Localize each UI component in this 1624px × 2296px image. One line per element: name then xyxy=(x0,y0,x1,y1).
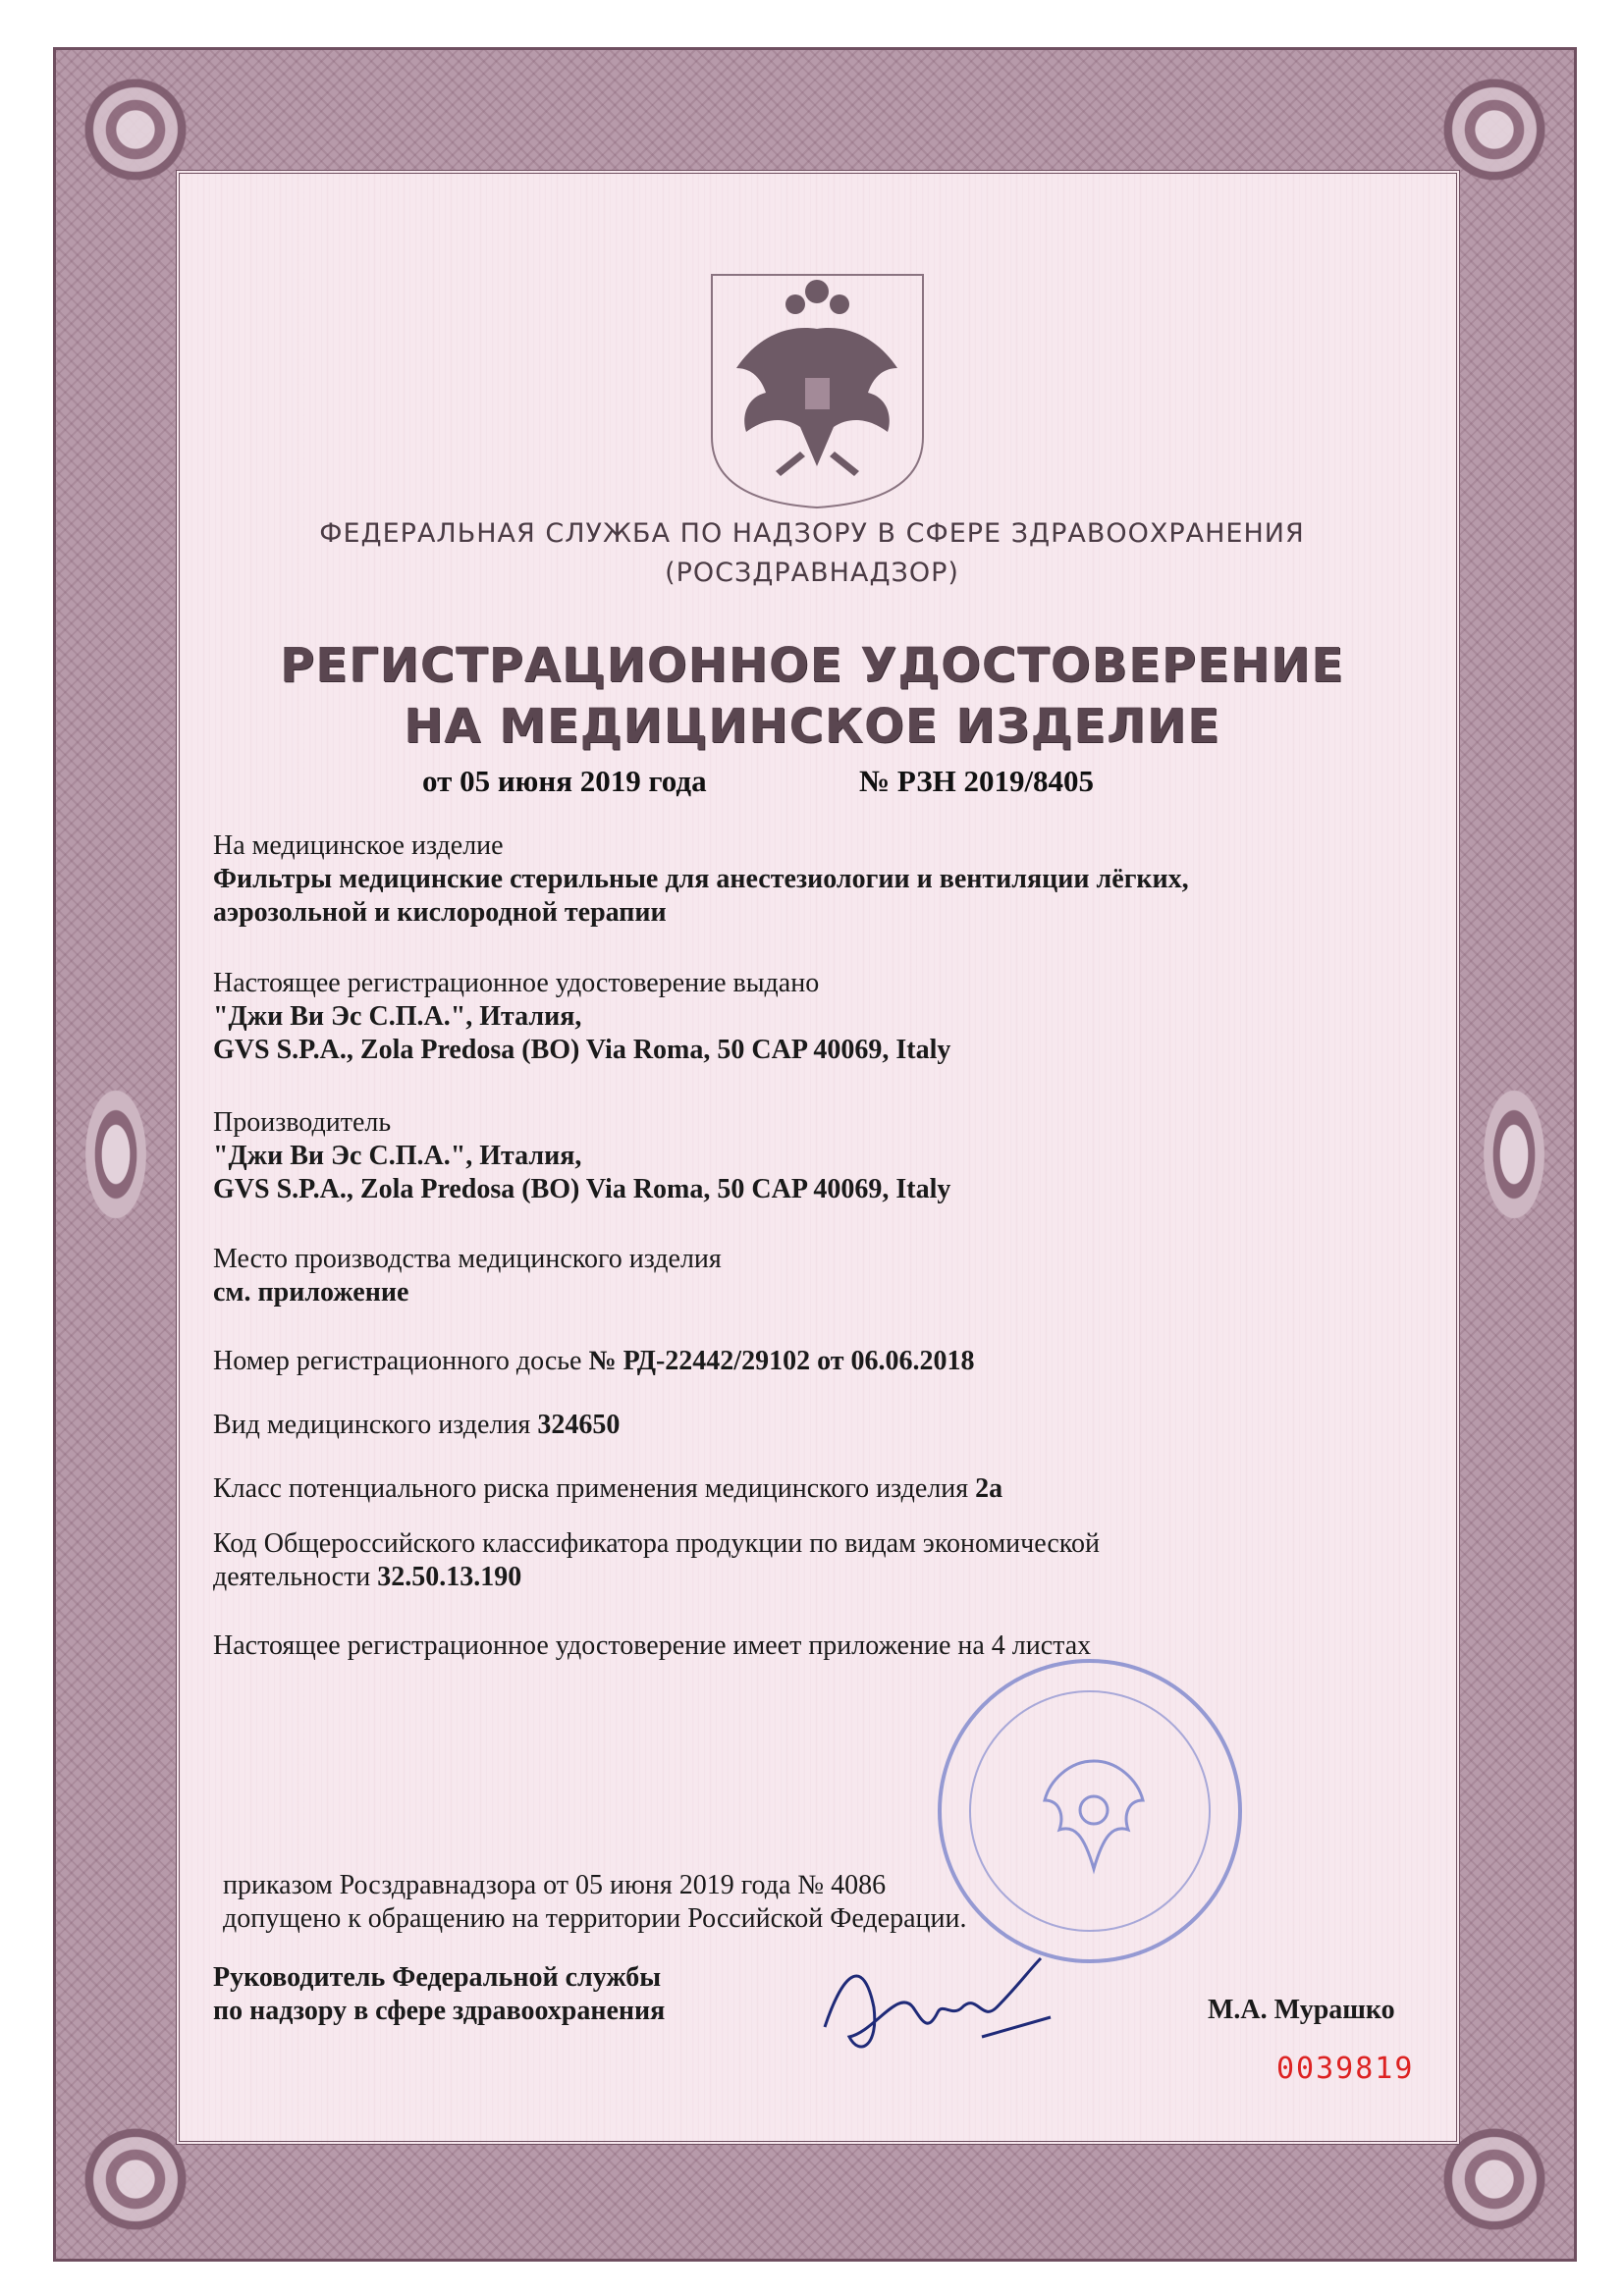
risk-class-section xyxy=(213,1472,1431,1506)
issued-to-section xyxy=(213,967,1431,1067)
serial-number: 0039819 xyxy=(1276,2052,1415,2086)
certificate-title: РЕГИСТРАЦИОННОЕ УДОСТОВЕРЕНИЕ xyxy=(280,638,1344,693)
agency-abbreviation: (РОСЗДРАВНАДЗОР) xyxy=(665,558,959,588)
okpd-section xyxy=(213,1527,1431,1594)
manufacturer-address: GVS S.P.A., Zola Predosa (BO) Via Roma, 50 CAP 40069, Italy xyxy=(213,1174,951,1204)
certificate-subtitle: НА МЕДИЦИНСКОЕ ИЗДЕЛИЕ xyxy=(404,699,1220,754)
issued-to-name: "Джи Ви Эс С.П.А.", Италия, xyxy=(213,1001,582,1032)
signatory-title xyxy=(213,1961,802,2028)
device-kind-value: 324650 xyxy=(537,1410,621,1440)
order-line-cont: допущено к обращению на территории Российской Федерации. xyxy=(223,1903,967,1934)
order-line: приказом Росздравнадзора от 05 июня 2019 года № 4086 xyxy=(223,1870,887,1900)
device-name: Фильтры медицинские стерильные для анестезиологии и вентиляции лёгких, xyxy=(213,864,1189,894)
order-section xyxy=(223,1869,1440,1936)
okpd-label: Код Общероссийского классификатора продукции по видам экономической xyxy=(213,1528,1100,1559)
signatory-title-line2: по надзору в сфере здравоохранения xyxy=(213,1996,666,2026)
device-label: На медицинское изделие xyxy=(213,830,504,861)
risk-class-label: Класс потенциального риска применения медицинского изделия xyxy=(213,1473,969,1504)
dossier-section xyxy=(213,1345,1431,1378)
issue-date: от 05 июня 2019 года xyxy=(422,764,707,798)
signatory-name-text: М.А. Мурашко xyxy=(1208,1995,1395,2025)
signatory-name xyxy=(1208,1994,1453,2027)
device-section xyxy=(213,829,1431,930)
dossier-value: № РД-22442/29102 от 06.06.2018 xyxy=(588,1346,975,1376)
risk-class-value: 2а xyxy=(975,1473,1003,1504)
side-ornament xyxy=(72,1061,160,1248)
device-name-cont: аэрозольной и кислородной терапии xyxy=(213,897,667,928)
okpd-label-cont: деятельности xyxy=(213,1562,371,1592)
issued-to-label: Настоящее регистрационное удостоверение выдано xyxy=(213,968,820,998)
issued-to-address: GVS S.P.A., Zola Predosa (BO) Via Roma, 50 CAP 40069, Italy xyxy=(213,1035,951,1065)
handwritten-signature-icon xyxy=(805,1949,1100,2066)
certificate-number: № РЗН 2019/8405 xyxy=(859,764,1095,798)
production-site-section xyxy=(213,1243,1431,1309)
agency-name: ФЕДЕРАЛЬНАЯ СЛУЖБА ПО НАДЗОРУ В СФЕРЕ ЗДРАВООХРАНЕНИЯ xyxy=(319,518,1305,549)
coat-of-arms-icon xyxy=(707,270,928,510)
manufacturer-name: "Джи Ви Эс С.П.А.", Италия, xyxy=(213,1141,582,1171)
appendix-note: Настоящее регистрационное удостоверение имеет приложение на 4 листах xyxy=(213,1630,1092,1661)
device-kind-section xyxy=(213,1409,1431,1442)
manufacturer-label: Производитель xyxy=(213,1107,392,1138)
dossier-label: Номер регистрационного досье xyxy=(213,1346,582,1376)
production-site-value: см. приложение xyxy=(213,1277,409,1308)
production-site-label: Место производства медицинского изделия xyxy=(213,1244,722,1274)
signatory-title-line1: Руководитель Федеральной службы xyxy=(213,1962,662,1993)
device-kind-label: Вид медицинского изделия xyxy=(213,1410,531,1440)
side-ornament xyxy=(1470,1061,1558,1248)
manufacturer-section xyxy=(213,1106,1431,1206)
okpd-value: 32.50.13.190 xyxy=(377,1562,522,1592)
